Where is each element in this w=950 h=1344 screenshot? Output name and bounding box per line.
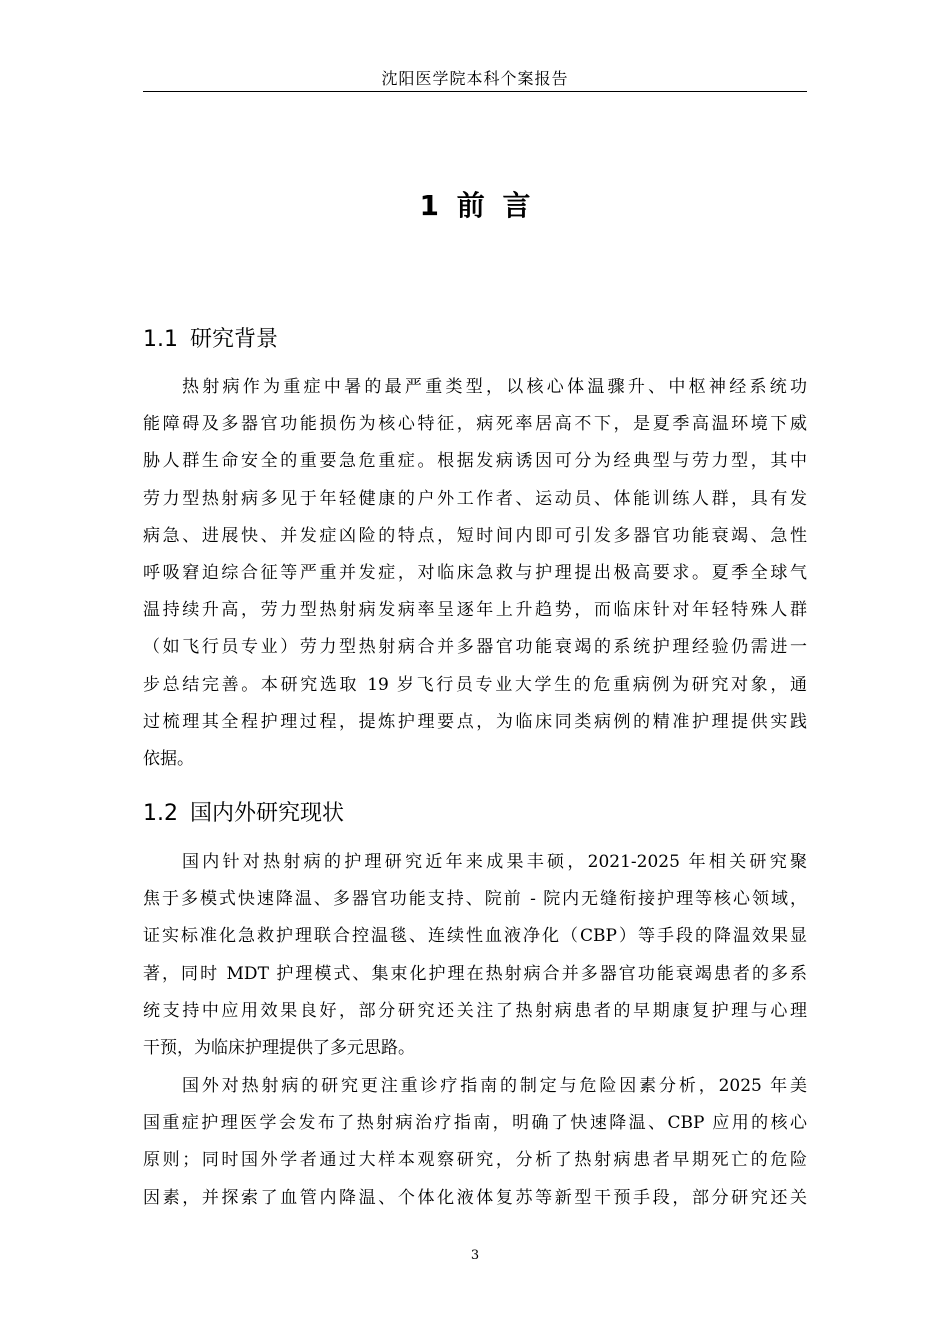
running-header: 沈阳医学院本科个案报告 <box>381 69 569 88</box>
section-heading-1-2 <box>143 798 807 830</box>
paragraph-line: 劳力型热射病多见于年轻健康的户外工作者、运动员、体能训练人群，具有发 <box>143 488 807 509</box>
section-title: 国内外研究现状 <box>190 801 345 826</box>
paragraph-line: 依据。 <box>143 749 194 770</box>
header-rule <box>143 91 807 92</box>
paragraph-line: 热射病作为重症中暑的最严重类型，以核心体温骤升、中枢神经系统功 <box>182 377 807 397</box>
paragraph-line: 因素，并探索了血管内降温、个体化液体复苏等新型干预手段，部分研究还关 <box>143 1187 807 1208</box>
paragraph-line: 能障碍及多器官功能损伤为核心特征，病死率居高不下，是夏季高温环境下威 <box>143 414 807 435</box>
chapter-title: 1 前 言 <box>419 189 531 222</box>
paragraph-line: 胁人群生命安全的重要急危重症。根据发病诱因可分为经典型与劳力型，其中 <box>143 451 807 472</box>
paragraph-line: 病急、进展快、并发症凶险的特点，短时间内即可引发多器官功能衰竭、急性 <box>143 525 807 546</box>
paragraph-line: 著，同时 MDT 护理模式、集束化护理在热射病合并多器官功能衰竭患者的多系 <box>143 963 807 984</box>
section-heading-1-1 <box>143 324 807 356</box>
section-number: 1.2 <box>143 801 178 826</box>
paragraph-line: 步总结完善。本研究选取 19 岁飞行员专业大学生的危重病例为研究对象，通 <box>143 674 807 695</box>
paragraph-domestic-research <box>143 844 807 1067</box>
section-number: 1.1 <box>143 327 178 352</box>
paragraph-line: 国重症护理医学会发布了热射病治疗指南，明确了快速降温、CBP 应用的核心 <box>143 1113 807 1134</box>
paragraph-line: 证实标准化急救护理联合控温毯、连续性血液净化（CBP）等手段的降温效果显 <box>143 926 807 947</box>
paragraph-foreign-research <box>143 1068 807 1217</box>
page-number: 3 <box>470 1248 480 1263</box>
paragraph-line: 统支持中应用效果良好，部分研究还关注了热射病患者的早期康复护理与心理 <box>143 1000 807 1021</box>
paragraph-line: 焦于多模式快速降温、多器官功能支持、院前 - 院内无缝衔接护理等核心领域， <box>143 889 807 910</box>
section-title: 研究背景 <box>190 327 279 352</box>
paragraph-line: 干预，为临床护理提供了多元思路。 <box>143 1038 415 1059</box>
paragraph-line: 过梳理其全程护理过程，提炼护理要点，为临床同类病例的精准护理提供实践 <box>143 711 807 732</box>
paragraph-background <box>143 369 807 778</box>
paragraph-line: 国外对热射病的研究更注重诊疗指南的制定与危险因素分析，2025 年美 <box>182 1076 807 1096</box>
paragraph-line: 温持续升高，劳力型热射病发病率呈逐年上升趋势，而临床针对年轻特殊人群 <box>143 600 807 621</box>
paragraph-line: 国内针对热射病的护理研究近年来成果丰硕，2021-2025 年相关研究聚 <box>182 852 807 872</box>
paragraph-line: （如飞行员专业）劳力型热射病合并多器官功能衰竭的系统护理经验仍需进一 <box>143 637 807 658</box>
paragraph-line: 原则；同时国外学者通过大样本观察研究，分析了热射病患者早期死亡的危险 <box>143 1150 807 1171</box>
paragraph-line: 呼吸窘迫综合征等严重并发症，对临床急救与护理提出极高要求。夏季全球气 <box>143 563 807 584</box>
